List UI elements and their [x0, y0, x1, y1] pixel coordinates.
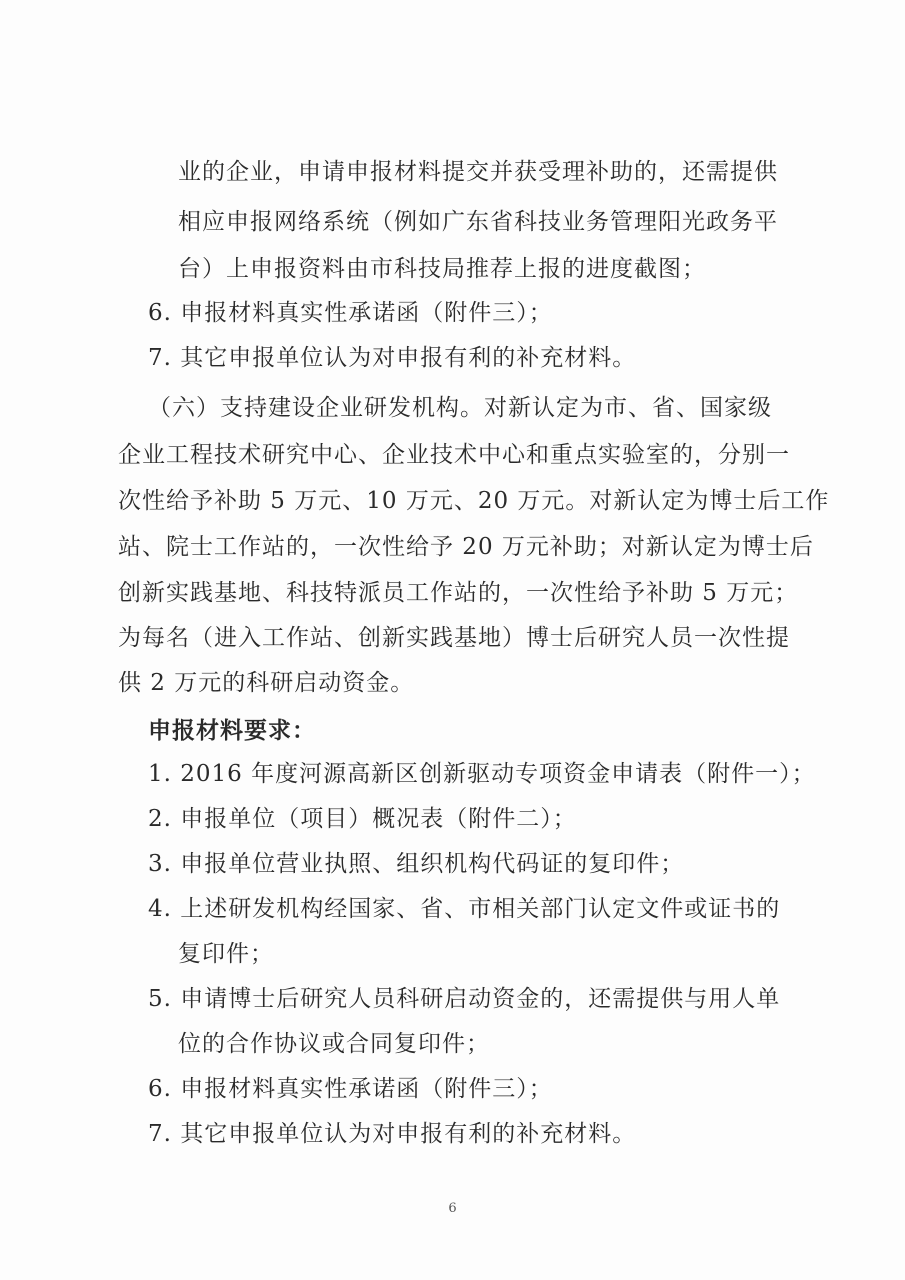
list-item: 6. 申报材料真实性承诺函（附件三）；	[148, 1076, 553, 1102]
paragraph-line: 供 2 万元的科研启动资金。	[118, 670, 415, 696]
list-item-continuation: 复印件；	[178, 941, 274, 967]
list-item: 1. 2016 年度河源高新区创新驱动专项资金申请表（附件一）；	[148, 761, 816, 787]
list-item: 2. 申报单位（项目）概况表（附件二）；	[148, 806, 577, 832]
paragraph-line: 为每名（进入工作站、创新实践基地）博士后研究人员一次性提	[118, 625, 790, 651]
section-heading: 申报材料要求：	[148, 717, 316, 744]
section-paragraph-start: （六）支持建设企业研发机构。对新认定为市、省、国家级	[148, 395, 772, 421]
list-item: 7. 其它申报单位认为对申报有利的补充材料。	[148, 1121, 637, 1147]
list-item: 5. 申请博士后研究人员科研启动资金的，还需提供与用人单	[148, 986, 781, 1012]
paragraph-line: 站、院士工作站的，一次性给予 20 万元补助；对新认定为博士后	[118, 534, 814, 560]
list-item: 7. 其它申报单位认为对申报有利的补充材料。	[148, 345, 637, 371]
list-item: 6. 申报材料真实性承诺函（附件三）；	[148, 300, 553, 326]
text-line-continuation: 台）上申报资料由市科技局推荐上报的进度截图；	[178, 256, 706, 282]
paragraph-line: 企业工程技术研究中心、企业技术中心和重点实验室的，分别一	[118, 442, 790, 468]
list-item: 4. 上述研发机构经国家、省、市相关部门认定文件或证书的	[148, 896, 781, 922]
text-line-continuation: 业的企业，申请申报材料提交并获受理补助的，还需提供	[178, 159, 778, 185]
page-number: 6	[448, 1201, 457, 1216]
text-line-continuation: 相应申报网络系统（例如广东省科技业务管理阳光政务平	[178, 209, 778, 235]
paragraph-line: 次性给予补助 5 万元、10 万元、20 万元。对新认定为博士后工作	[118, 488, 830, 514]
list-item: 3. 申报单位营业执照、组织机构代码证的复印件；	[148, 851, 685, 877]
list-item-continuation: 位的合作协议或合同复印件；	[178, 1031, 490, 1057]
paragraph-line: 创新实践基地、科技特派员工作站的，一次性给予补助 5 万元；	[118, 580, 799, 606]
